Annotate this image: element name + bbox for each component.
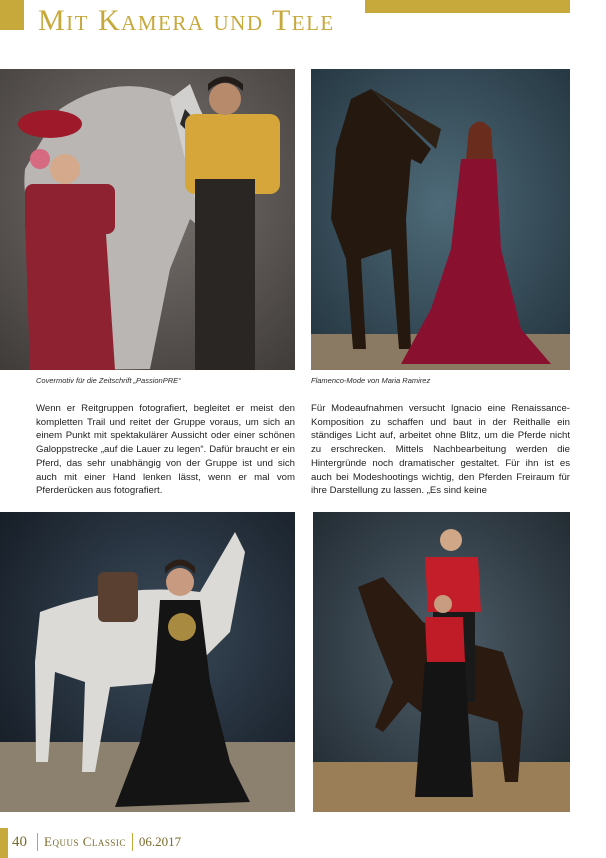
magazine-name: Equus Classic bbox=[44, 834, 126, 849]
page-number: 40 bbox=[12, 833, 27, 850]
photo-cover-motif bbox=[0, 69, 295, 370]
issue-date: 06.2017 bbox=[138, 834, 182, 849]
header-accent-bar-right bbox=[365, 0, 570, 13]
photo-caption: Flamenco-Mode von Maria Ramirez bbox=[311, 376, 431, 385]
header-accent-bar-left bbox=[0, 0, 24, 30]
page-title: Mit Kamera und Tele bbox=[38, 4, 335, 37]
photo-flamenco-fashion bbox=[311, 69, 570, 370]
footer-divider bbox=[37, 833, 38, 851]
photo-couple-rearing-horse bbox=[313, 512, 570, 812]
body-text-column: Für Modeaufnahmen versucht Ignacio eine Renaissance-Komposition zu schaffen und baut in der Reithalle ein ständiges Licht auf, arbeitet ohne Blitz, um die Pferde nicht zu erschrecken. Mittels Nachbearbeitung werden die Hintergründe noch dramatischer gestaltet. Für ihn ist es auch bei Modeshootings wichtig, den Pferden Freiraum für ihre Darstellung zu lassen. „Es sind keine bbox=[311, 403, 570, 497]
photo-black-flamenco-dress bbox=[0, 512, 295, 812]
photo-caption: Covermotiv für die Zeitschrift „PassionPRE“ bbox=[36, 376, 181, 385]
page-footer bbox=[12, 832, 181, 852]
footer-accent-bar bbox=[0, 828, 8, 858]
footer-divider bbox=[132, 833, 133, 851]
body-text-column: Wenn er Reitgruppen fotografiert, begleitet er meist den kompletten Trail und reitet der Gruppe voraus, um sich an einem Punkt mit spektakulärer Aussicht oder einer schönen Galoppstrecke „auf die Lauer zu legen“. Dafür braucht er ein Pferd, das sehr unabhängig von der Gruppe ist und sich auch mit einer Hand lenken lässt, wenn er mal vom Pferderücken aus fotografiert. bbox=[36, 403, 295, 497]
